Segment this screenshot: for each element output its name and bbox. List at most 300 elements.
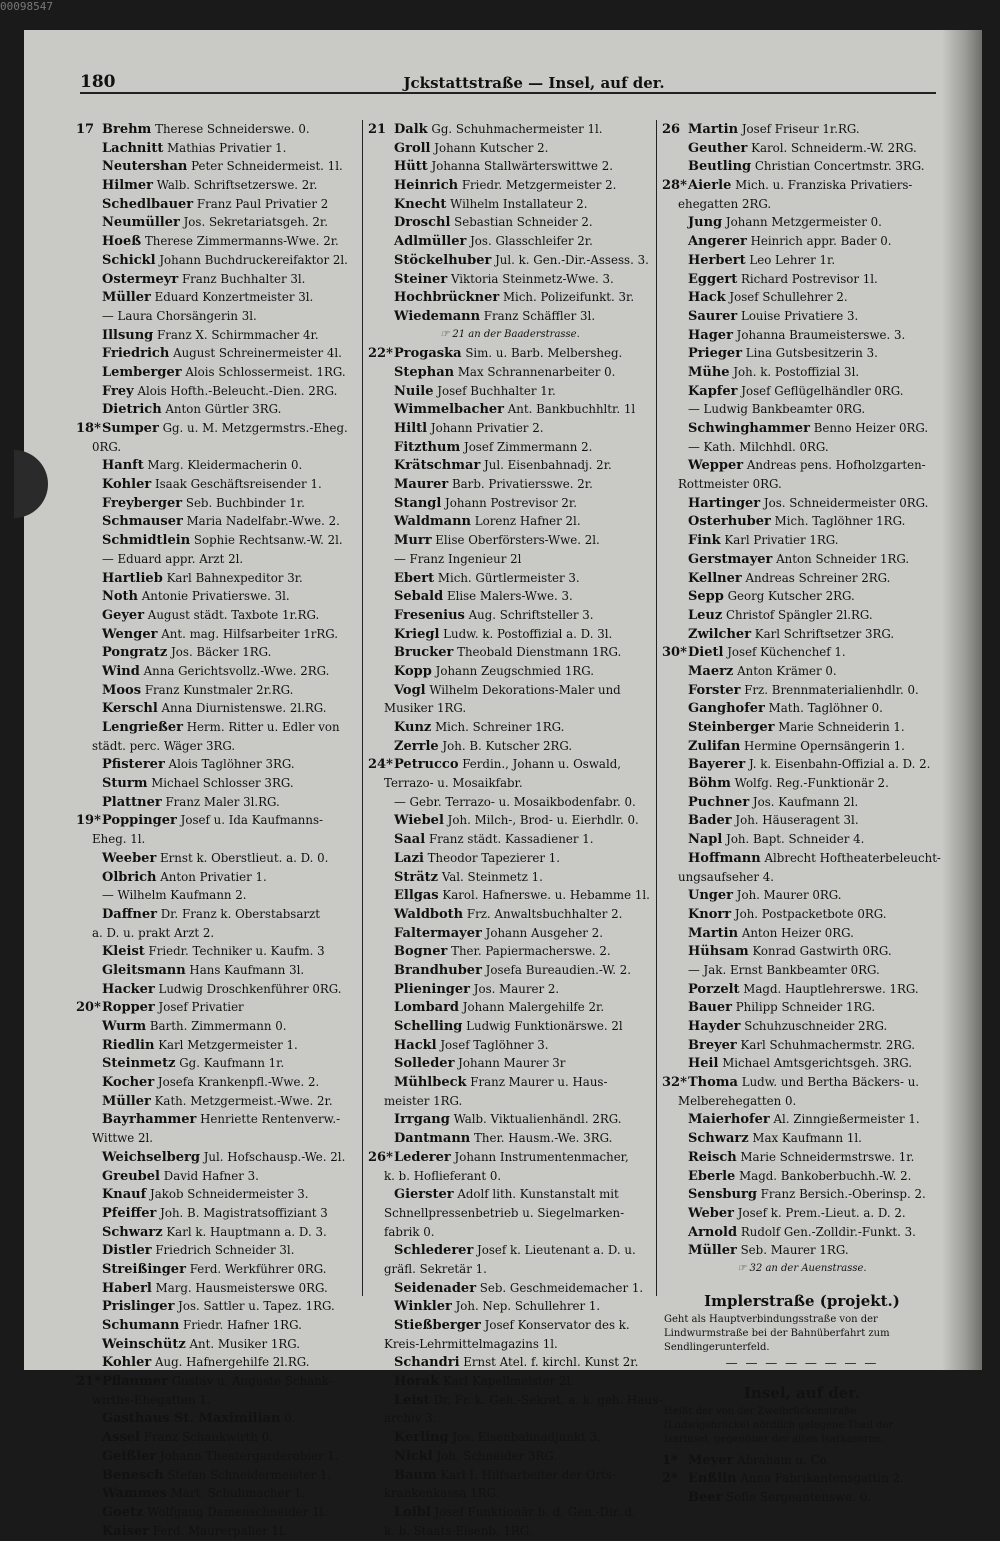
- directory-entry: [662, 382, 942, 401]
- entry-text: Philipp Schneider 1RG.: [735, 1000, 876, 1015]
- resident-name: Hacker: [102, 981, 155, 997]
- resident-name: Prislinger: [102, 1299, 175, 1315]
- directory-entry: [368, 456, 652, 475]
- entry-text: Marg. Kleidermacherin 0.: [147, 458, 303, 473]
- directory-entry: [368, 494, 652, 513]
- resident-name: Brucker: [394, 645, 454, 661]
- resident-name: Maerz: [688, 663, 734, 679]
- directory-entry: [662, 961, 942, 980]
- directory-entry: [662, 774, 942, 793]
- entry-text: Joh. Häuseragent 3l.: [735, 813, 859, 828]
- directory-entry: [76, 1167, 356, 1186]
- resident-name: Wind: [102, 663, 140, 679]
- resident-name: Hütt: [394, 159, 428, 175]
- resident-name: Ganghofer: [688, 701, 765, 717]
- resident-name: Ropper: [102, 1000, 155, 1016]
- entry-text: Sebastian Schneider 2.: [454, 215, 593, 230]
- resident-name: Schwinghammer: [688, 421, 810, 436]
- entry-continuation: [368, 699, 652, 718]
- resident-name: Leist: [394, 1392, 430, 1408]
- entry-text: Walb. Schriftsetzerswe. 2r.: [156, 178, 318, 193]
- directory-entry: [76, 307, 356, 326]
- resident-name: Maurer: [394, 477, 449, 493]
- entry-text: Karl k. Hauptmann a. D. 3.: [166, 1224, 327, 1239]
- directory-entry: [662, 699, 942, 718]
- resident-name: Illsung: [102, 327, 154, 343]
- resident-name: Nuile: [394, 383, 434, 399]
- entry-text: k. b. Staats-Eisenb. 1RG.: [384, 1523, 533, 1538]
- directory-entry: [368, 307, 652, 326]
- entry-continuation: [76, 1129, 356, 1148]
- entry-text: Josefa Bureaudien.-W. 2.: [485, 962, 632, 977]
- entry-text: Andreas Schreiner 2RG.: [745, 570, 891, 585]
- resident-name: Martin: [688, 925, 739, 941]
- directory-entry: [368, 1447, 652, 1466]
- directory-entry: [76, 1092, 356, 1111]
- entry-continuation: [662, 195, 942, 214]
- directory-entry: [76, 1260, 356, 1279]
- directory-entry: [76, 774, 356, 793]
- directory-entry: [662, 363, 942, 382]
- entry-text: Seb. Buchbinder 1r.: [185, 495, 305, 510]
- resident-name: Zerrle: [394, 738, 439, 754]
- entry-text: Albrecht Hoftheaterbeleucht-: [764, 850, 941, 865]
- resident-name: Plieninger: [394, 981, 470, 997]
- resident-name: Sebald: [394, 589, 444, 605]
- resident-name: Pongratz: [102, 645, 168, 661]
- resident-name: Friedrich: [102, 346, 170, 362]
- entry-text: Lorenz Hafner 2l.: [474, 514, 581, 529]
- resident-name: Riedlin: [102, 1037, 155, 1053]
- section-insel: [662, 1381, 942, 1507]
- directory-entry: [368, 139, 652, 158]
- directory-entry: [76, 1204, 356, 1223]
- resident-name: Maierhofer: [688, 1112, 770, 1128]
- directory-entry: [368, 569, 652, 588]
- directory-entry: [76, 456, 356, 475]
- entry-text: Josef Schullehrer 2.: [729, 290, 848, 305]
- resident-name: Breyer: [688, 1037, 737, 1053]
- directory-entry: [662, 344, 942, 363]
- directory-entry: [368, 886, 652, 905]
- resident-name: Steinberger: [688, 720, 775, 735]
- entry-text: Mich. Polizeifunkt. 3r.: [502, 290, 635, 305]
- resident-name: Wurm: [102, 1019, 147, 1034]
- directory-entry: [76, 1279, 356, 1298]
- resident-name: Brandhuber: [394, 962, 482, 978]
- directory-entry: [662, 1167, 942, 1186]
- entry-continuation: [368, 774, 652, 793]
- entry-continuation: [76, 1391, 356, 1410]
- resident-name: Osterhuber: [688, 514, 771, 530]
- directory-entry: [76, 1335, 356, 1354]
- directory-entry: [662, 980, 942, 999]
- resident-name: Schmauser: [102, 514, 183, 530]
- directory-entry: [368, 1372, 652, 1391]
- entry-text: — Wilhelm Kaufmann 2.: [102, 888, 247, 903]
- entry-text: a. D. u. prakt Arzt 2.: [92, 925, 215, 940]
- entry-text: — Gebr. Terrazo- u. Mosaikbodenfabr. 0.: [394, 794, 636, 809]
- directory-entry: [662, 793, 942, 812]
- section-implerstrasse: [662, 1289, 942, 1371]
- resident-name: Enßlin: [688, 1471, 737, 1487]
- entry-continuation: [662, 1092, 942, 1111]
- entry-text: Kreis-Lehrmittelmagazins 1l.: [384, 1336, 558, 1351]
- resident-name: Müller: [688, 1243, 737, 1259]
- resident-name: Hanft: [102, 458, 144, 474]
- resident-name: Waldboth: [394, 906, 464, 922]
- entry-text: Johann Postrevisor 2r.: [445, 495, 578, 510]
- entry-text: Karol. Hafnerswe. u. Hebamme 1l.: [442, 888, 650, 903]
- resident-name: Schedlbauer: [102, 196, 194, 212]
- house-number: 17: [76, 122, 95, 137]
- resident-name: Hager: [688, 327, 733, 343]
- directory-entry: [76, 998, 356, 1017]
- entry-text: Franz Bersich.-Oberinsp. 2.: [760, 1187, 926, 1202]
- resident-name: Kellner: [688, 570, 742, 586]
- entry-text: Gg. Kaufmann 1r.: [179, 1056, 285, 1071]
- directory-entry: [76, 1036, 356, 1055]
- directory-entry: [662, 942, 942, 961]
- directory-entry: [368, 438, 652, 457]
- resident-name: Böhm: [688, 776, 731, 792]
- directory-entry: [76, 494, 356, 513]
- resident-name: Ellgas: [394, 888, 439, 904]
- directory-entry: [368, 961, 652, 980]
- directory-entry: [368, 213, 652, 232]
- page-edge: [942, 30, 982, 1370]
- resident-name: Bader: [688, 813, 732, 829]
- entry-text: Christian Concertmstr. 3RG.: [754, 159, 925, 174]
- resident-name: Daffner: [102, 906, 157, 922]
- resident-name: Eggert: [688, 271, 738, 287]
- resident-name: Hoffmann: [688, 850, 761, 866]
- entry-text: — Kath. Milchhdl. 0RG.: [688, 439, 829, 454]
- resident-name: Kriegl: [394, 626, 440, 642]
- resident-name: Hartlieb: [102, 570, 163, 586]
- entry-text: Franz Buchhalter 3l.: [181, 271, 306, 286]
- header-rule: [80, 92, 936, 94]
- directory-entry: [368, 157, 652, 176]
- entry-text: meister 1RG.: [384, 1093, 463, 1108]
- resident-name: Olbrich: [102, 869, 157, 885]
- entry-text: Rudolf Gen.-Zolldir.-Funkt. 3.: [740, 1224, 916, 1239]
- entry-text: Math. Taglöhner 0.: [768, 701, 883, 716]
- directory-entry: [368, 625, 652, 644]
- directory-entry: [368, 1073, 652, 1092]
- entry-text: Elise Oberförsters-Wwe. 2l.: [435, 533, 600, 548]
- directory-entry: [368, 475, 652, 494]
- house-number: 2*: [662, 1471, 678, 1487]
- entry-text: Michael Schlosser 3RG.: [151, 776, 294, 791]
- house-number: 21*: [76, 1374, 101, 1390]
- entry-text: Joh. Nep. Schullehrer 1.: [455, 1299, 601, 1314]
- directory-entry: [662, 886, 942, 905]
- resident-name: Mühe: [688, 364, 730, 380]
- directory-entry: [76, 886, 356, 905]
- entry-text: Jakob Schneidermeister 3.: [149, 1187, 309, 1202]
- entry-text: Franz Schäffler 3l.: [483, 308, 596, 323]
- resident-name: Weber: [688, 1205, 735, 1221]
- directory-entry: [76, 1522, 356, 1541]
- resident-name: Nickl: [394, 1448, 433, 1464]
- directory-entry: [368, 1279, 652, 1298]
- resident-name: Saurer: [688, 308, 738, 324]
- directory-entry: [662, 288, 942, 307]
- directory-entry: [662, 755, 942, 774]
- directory-entry: [76, 1409, 356, 1428]
- directory-entry: [76, 1484, 356, 1503]
- entry-text: August städt. Taxbote 1r.RG.: [147, 607, 320, 622]
- entry-text: Ther. Papiermacherswe. 2.: [451, 944, 611, 959]
- entry-text: Benno Heizer 0RG.: [813, 421, 929, 435]
- directory-entry: [76, 718, 356, 737]
- entry-continuation: [76, 924, 356, 943]
- directory-entry: [368, 1466, 652, 1485]
- directory-entry: [76, 400, 356, 419]
- entry-continuation: [76, 737, 356, 756]
- entry-text: Ludwig Funktionärswe. 2l: [466, 1019, 623, 1033]
- resident-name: Pflaumer: [102, 1374, 168, 1390]
- entry-text: Theodor Tapezierer 1.: [427, 850, 560, 865]
- directory-entry: [76, 344, 356, 363]
- house-number: 20*: [76, 1000, 101, 1016]
- directory-entry: [76, 1372, 356, 1391]
- column-divider-2: [656, 120, 657, 1296]
- entry-text: Johann Ausgeher 2.: [485, 925, 603, 940]
- entry-text: Melberehegatten 0.: [678, 1093, 797, 1108]
- entry-text: Franz Maler 3l.RG.: [165, 794, 280, 809]
- resident-name: Hoeß: [102, 234, 142, 250]
- entry-text: Mich. Gürtlermeister 3.: [437, 570, 580, 585]
- entry-text: Max Schrannenarbeiter 0.: [457, 364, 616, 379]
- resident-name: Steinmetz: [102, 1056, 176, 1072]
- directory-entry: [76, 1503, 356, 1522]
- directory-entry: [76, 195, 356, 214]
- section-separator: — — — — — — — —: [725, 1355, 879, 1370]
- resident-name: Ostermeyr: [102, 271, 179, 287]
- entry-text: krankenkassa 1RG.: [384, 1486, 500, 1501]
- directory-entry: [368, 195, 652, 214]
- resident-name: Jung: [688, 215, 723, 231]
- entry-text: David Hafner 3.: [163, 1168, 259, 1183]
- directory-entry: [76, 382, 356, 401]
- entry-text: Schuhzuschneider 2RG.: [744, 1019, 888, 1033]
- directory-entry: [76, 419, 356, 438]
- resident-name: Müller: [102, 290, 151, 306]
- directory-entry: [368, 643, 652, 662]
- entry-text: Anna Gerichtsvollz.-Wwe. 2RG.: [143, 663, 330, 678]
- section-note: Geht als Hauptverbindungsstraße von der Lindwurmstraße bei der Bahnüberfahrt zum Sendlingerunterfeld.: [664, 1313, 890, 1353]
- entry-text: Richard Postrevisor 1l.: [740, 271, 878, 286]
- entry-text: Josef u. Ida Kaufmanns-: [180, 813, 323, 828]
- directory-entry: [368, 755, 652, 774]
- directory-entry: [76, 475, 356, 494]
- entry-text: Al. Zinngießermeister 1.: [773, 1112, 920, 1127]
- directory-entry: [368, 382, 652, 401]
- directory-entry: [76, 139, 356, 158]
- entry-text: Marie Schneiderin 1.: [778, 720, 905, 734]
- resident-name: Schelling: [394, 1019, 463, 1034]
- resident-name: Dietrich: [102, 402, 162, 418]
- entry-continuation: [76, 438, 356, 457]
- entry-text: ☞ 21 an der Baaderstrasse.: [440, 328, 580, 340]
- directory-entry: [662, 718, 942, 737]
- resident-name: Goetz: [102, 1504, 144, 1520]
- resident-name: Neutershan: [102, 159, 188, 175]
- entry-text: Karl Privatier 1RG.: [724, 533, 839, 548]
- directory-entry: [662, 1148, 942, 1167]
- running-head: Jckstattstraße — Insel, auf der.: [403, 74, 665, 92]
- resident-name: Meyer: [688, 1452, 734, 1468]
- directory-entry: [662, 905, 942, 924]
- entry-text: Elise Malers-Wwe. 3.: [446, 589, 573, 604]
- entry-continuation: [368, 1484, 652, 1503]
- directory-entry: [662, 606, 942, 625]
- resident-name: Bogner: [394, 944, 448, 960]
- resident-name: Schlederer: [394, 1243, 474, 1259]
- resident-name: Lachnitt: [102, 140, 164, 156]
- entry-text: Hermine Opernsängerin 1.: [744, 738, 905, 753]
- entry-continuation: [368, 1522, 652, 1541]
- resident-name: Baum: [394, 1467, 437, 1483]
- resident-name: Dalk: [394, 122, 428, 137]
- directory-entry: [662, 625, 942, 644]
- directory-entry: [368, 270, 652, 289]
- entry-text: Michael Amtsgerichtsgeh. 3RG.: [722, 1056, 912, 1071]
- entry-continuation: [368, 1092, 652, 1111]
- directory-entry: [368, 980, 652, 999]
- directory-entry: [662, 512, 942, 531]
- resident-name: Sturm: [102, 776, 148, 792]
- directory-entry: [368, 1148, 652, 1167]
- entry-text: Wilhelm Installateur 2.: [450, 196, 588, 211]
- resident-name: Unger: [688, 888, 733, 904]
- resident-name: Wenger: [102, 626, 158, 642]
- entry-continuation: [368, 1167, 652, 1186]
- directory-entry: [76, 1428, 356, 1447]
- resident-name: Wepper: [688, 458, 744, 474]
- entry-text: Johann Metzgermeister 0.: [725, 215, 882, 230]
- cross-street-note: [662, 1260, 942, 1279]
- directory-entry: [368, 531, 652, 550]
- entry-text: Barth. Zimmermann 0.: [149, 1019, 287, 1033]
- directory-entry: [368, 1054, 652, 1073]
- directory-entry: [662, 737, 942, 756]
- entry-text: Karl Schriftsetzer 3RG.: [754, 626, 895, 641]
- directory-entry: [368, 288, 652, 307]
- resident-name: Wiedemann: [394, 308, 481, 324]
- entry-text: Musiker 1RG.: [384, 701, 467, 716]
- resident-name: Dantmann: [394, 1131, 471, 1147]
- entry-text: Jos. Eisenbahnadjunkt 3.: [452, 1430, 601, 1445]
- resident-name: Hackl: [394, 1037, 437, 1053]
- entry-text: Ferd. Maurerpalier 1l.: [152, 1523, 287, 1538]
- entry-text: Mart. Schuhmacher 1.: [170, 1486, 306, 1501]
- entry-text: Louise Privatiere 3.: [740, 308, 859, 323]
- resident-name: Kaiser: [102, 1523, 150, 1539]
- resident-name: Gasthaus St. Maximilian: [102, 1411, 281, 1427]
- directory-entry: [368, 232, 652, 251]
- resident-name: Hiltl: [394, 421, 428, 436]
- directory-entry: [368, 830, 652, 849]
- entry-continuation: [662, 868, 942, 887]
- entry-text: Johann Theatergarderobier 1.: [160, 1448, 339, 1463]
- directory-entry: [662, 326, 942, 345]
- directory-entry: [368, 1129, 652, 1148]
- directory-entry: [368, 550, 652, 569]
- entry-text: Franz städt. Kassadiener 1.: [428, 832, 594, 847]
- house-number: 30*: [662, 645, 687, 661]
- directory-entry: [662, 1241, 942, 1260]
- entry-text: Ant. Bankbuchhltr. 1l: [507, 402, 636, 417]
- entry-text: Ludw. und Bertha Bäckers- u.: [741, 1075, 920, 1090]
- directory-entry: [368, 1297, 652, 1316]
- directory-entry: [76, 569, 356, 588]
- entry-text: Wolfgang Damenschneider 1l.: [147, 1504, 328, 1519]
- directory-entry: [368, 606, 652, 625]
- resident-name: Zulifan: [688, 738, 741, 754]
- resident-name: Stöckelhuber: [394, 252, 492, 268]
- resident-name: Progaska: [394, 346, 462, 362]
- resident-name: Krätschmar: [394, 458, 481, 474]
- resident-name: Hilmer: [102, 178, 154, 194]
- resident-name: Fitzthum: [394, 439, 461, 455]
- directory-entry: [662, 1223, 942, 1242]
- directory-entry: [76, 512, 356, 531]
- resident-name: Weinschütz: [102, 1336, 186, 1352]
- entry-text: Anton Krämer 0.: [737, 663, 837, 678]
- resident-name: Plattner: [102, 794, 162, 810]
- resident-name: Groll: [394, 140, 431, 156]
- entry-text: Alois Hofth.-Beleucht.-Dien. 2RG.: [137, 383, 338, 398]
- entry-text: August Schreinermeister 4l.: [173, 346, 342, 361]
- entry-text: Karl I. Hilfsarbeiter der Orts-: [440, 1467, 616, 1482]
- directory-entry: [662, 139, 942, 158]
- resident-name: Winkler: [394, 1299, 452, 1315]
- directory-entry: [76, 1110, 356, 1129]
- resident-name: Knorr: [688, 906, 732, 922]
- resident-name: Strätz: [394, 869, 439, 885]
- entry-text: Jos. Kaufmann 2l.: [752, 794, 859, 809]
- resident-name: Solleder: [394, 1056, 455, 1072]
- entry-text: Sophie Rechtsanw.-W. 2l.: [193, 533, 343, 548]
- entry-text: Viktoria Steinmetz-Wwe. 3.: [450, 271, 614, 286]
- resident-name: Beer: [688, 1490, 723, 1505]
- directory-entry: [662, 213, 942, 232]
- resident-name: Kleist: [102, 944, 145, 960]
- directory-entry: [368, 176, 652, 195]
- entry-text: Josefa Krankenpfl.-Wwe. 2.: [157, 1075, 320, 1090]
- resident-name: Saal: [394, 832, 426, 848]
- entry-text: Mathias Privatier 1.: [167, 140, 287, 155]
- entry-text: Sofie Sergeantenswe. 0.: [726, 1490, 871, 1504]
- entry-text: Lina Gutsbesitzerin 3.: [745, 346, 878, 361]
- resident-name: Poppinger: [102, 813, 177, 829]
- entry-text: Johann Maurer 3r: [458, 1056, 566, 1071]
- entry-text: Anna Diurnistenswe. 2l.RG.: [161, 701, 327, 716]
- resident-name: Stangl: [394, 495, 442, 511]
- resident-name: Hayder: [688, 1019, 741, 1034]
- entry-text: Anton Privatier 1.: [160, 869, 267, 884]
- resident-name: Martin: [688, 122, 739, 137]
- resident-name: Knauf: [102, 1187, 147, 1203]
- entry-text: Josef Privatier: [158, 1000, 244, 1015]
- entry-text: Theobald Dienstmann 1RG.: [457, 645, 622, 660]
- entry-text: — Franz Ingenieur 2l: [394, 551, 522, 566]
- directory-entry: [662, 438, 942, 457]
- directory-entry: [662, 419, 942, 438]
